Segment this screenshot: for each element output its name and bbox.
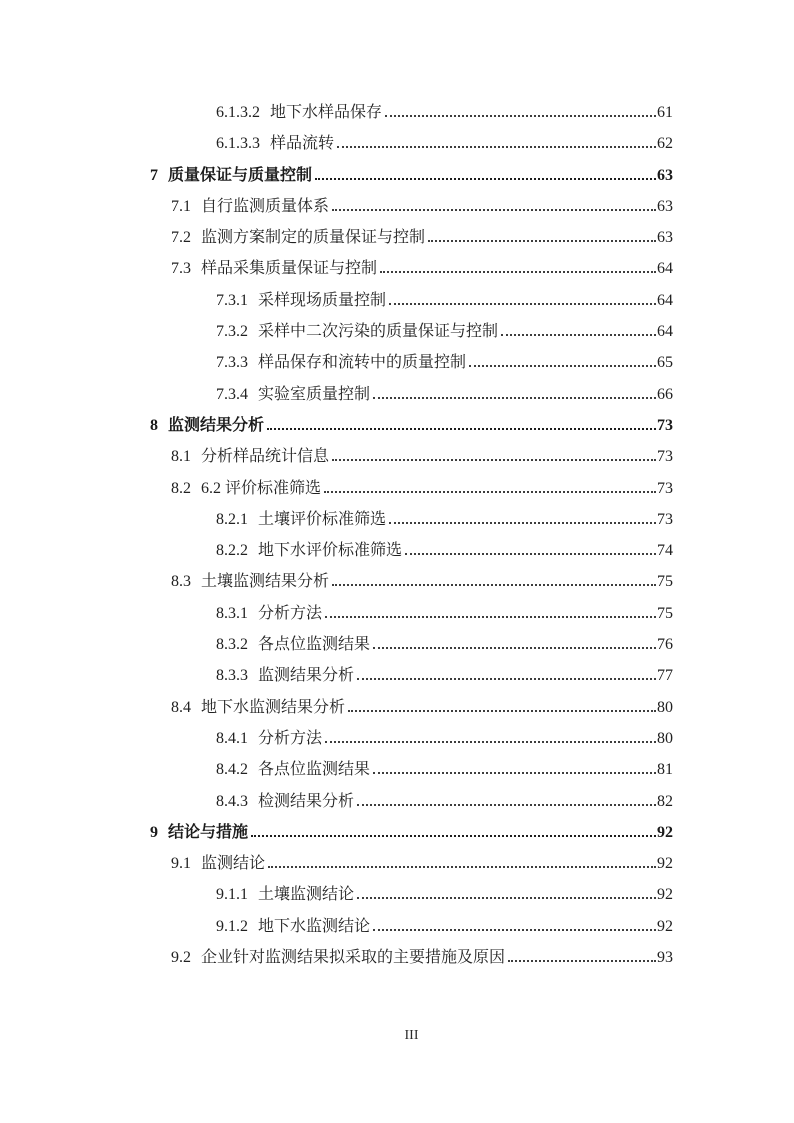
dot-leader <box>405 553 656 555</box>
toc-entry-title: 结论与措施 <box>168 823 249 841</box>
toc-entry-title: 样品保存和流转中的质量控制 <box>258 354 467 372</box>
toc-entry-page: 62 <box>657 135 673 153</box>
toc-entry-title: 各点位监测结果 <box>258 636 371 654</box>
toc-entry-number: 7.3.4 <box>216 385 248 403</box>
toc-entry[interactable] <box>150 504 673 535</box>
toc-entry[interactable] <box>150 911 673 942</box>
toc-entry-title: 质量保证与质量控制 <box>168 166 313 184</box>
toc-entry-title: 企业针对监测结果拟采取的主要措施及原因 <box>201 949 506 967</box>
dot-leader <box>357 804 656 806</box>
toc-entry-number: 8.3.2 <box>216 636 248 654</box>
toc-entry-page: 75 <box>657 604 673 622</box>
toc-entry-title: 监测结果分析 <box>168 416 265 434</box>
dot-leader <box>373 772 656 774</box>
toc-entry-page: 74 <box>657 542 673 560</box>
toc-entry-title: 地下水监测结果分析 <box>201 698 346 716</box>
toc-entry-number: 8.2 <box>171 479 191 497</box>
toc-entry-number: 9 <box>150 823 158 841</box>
dot-leader <box>373 397 656 399</box>
toc-entry[interactable] <box>150 692 673 723</box>
toc-entry-number: 8.2.2 <box>216 542 248 560</box>
toc-entry-title: 地下水评价标准筛选 <box>258 542 403 560</box>
toc-entry-page: 80 <box>657 729 673 747</box>
toc-entry-page: 73 <box>657 448 673 466</box>
toc-entry-page: 92 <box>657 917 673 935</box>
toc-entry[interactable] <box>150 222 673 253</box>
toc-entry-title: 土壤监测结论 <box>258 886 355 904</box>
toc-entry-title: 采样中二次污染的质量保证与控制 <box>258 323 499 341</box>
toc-entry-number: 8 <box>150 416 158 434</box>
dot-leader <box>325 616 656 618</box>
toc-entry-title: 分析方法 <box>258 729 323 747</box>
toc-entry-title: 监测方案制定的质量保证与控制 <box>201 229 426 247</box>
toc-entry-number: 7.3.2 <box>216 323 248 341</box>
toc-entry-number: 7.1 <box>171 197 191 215</box>
toc-entry-page: 92 <box>657 855 673 873</box>
toc-entry-number: 8.3 <box>171 573 191 591</box>
toc-entry-page: 81 <box>657 761 673 779</box>
toc-entry-title: 监测结果分析 <box>258 667 355 685</box>
toc-entry-title: 自行监测质量体系 <box>201 197 330 215</box>
toc-entry-title: 分析样品统计信息 <box>201 448 330 466</box>
dot-leader <box>380 271 656 273</box>
dot-leader <box>267 428 656 430</box>
toc-entry-number: 8.4.1 <box>216 729 248 747</box>
toc-entry-title: 检测结果分析 <box>258 792 355 810</box>
dot-leader <box>373 929 656 931</box>
toc-entry-title: 分析方法 <box>258 604 323 622</box>
toc-entry-title: 各点位监测结果 <box>258 761 371 779</box>
toc-entry-page: 73 <box>657 479 673 497</box>
toc-entry-number: 8.3.1 <box>216 604 248 622</box>
toc-entry[interactable] <box>150 598 673 629</box>
toc-entry-page: 73 <box>657 510 673 528</box>
toc-entry-page: 76 <box>657 636 673 654</box>
toc-entry-page: 61 <box>657 104 673 121</box>
toc-entry-number: 8.1 <box>171 448 191 466</box>
dot-leader <box>469 365 656 367</box>
dot-leader <box>251 835 656 837</box>
dot-leader <box>385 115 656 117</box>
toc-entry-page: 64 <box>657 323 673 341</box>
toc-entry-number: 9.1.1 <box>216 886 248 904</box>
toc-entry-page: 66 <box>657 385 673 403</box>
dot-leader <box>332 584 656 586</box>
toc-entry-page: 64 <box>657 291 673 309</box>
toc-entry-page: 75 <box>657 573 673 591</box>
dot-leader <box>373 647 656 649</box>
toc-entry-number: 8.4.3 <box>216 792 248 810</box>
toc-entry-number: 8.4.2 <box>216 761 248 779</box>
toc-entry[interactable] <box>150 316 673 347</box>
toc-entry[interactable] <box>150 253 673 284</box>
dot-leader <box>389 303 656 305</box>
toc-entry[interactable] <box>150 723 673 754</box>
toc-entry[interactable] <box>150 128 673 159</box>
dot-leader <box>268 866 656 868</box>
toc-entry[interactable] <box>150 441 673 472</box>
toc-entry[interactable] <box>150 473 673 504</box>
toc-entry[interactable] <box>150 848 673 879</box>
toc-entry-title: 土壤评价标准筛选 <box>258 510 387 528</box>
toc-entry[interactable] <box>150 754 673 785</box>
dot-leader <box>508 960 656 962</box>
toc-entry-number: 7.3.3 <box>216 354 248 372</box>
toc-entry-page: 80 <box>657 698 673 716</box>
toc-entry-page: 93 <box>657 949 673 967</box>
dot-leader <box>332 459 656 461</box>
toc-entry[interactable] <box>150 379 673 410</box>
dot-leader <box>501 334 656 336</box>
toc-entry[interactable] <box>150 347 673 378</box>
toc-entry-number: 7.3 <box>171 260 191 278</box>
toc-entry-page: 65 <box>657 354 673 372</box>
toc-entry-title: 监测结论 <box>201 855 266 873</box>
toc-entry-number: 8.3.3 <box>216 667 248 685</box>
toc-entry-number: 9.1.2 <box>216 917 248 935</box>
dot-leader <box>389 522 656 524</box>
footer-page-number: III <box>404 1028 419 1043</box>
dot-leader <box>332 209 656 211</box>
toc-entry[interactable] <box>150 160 673 191</box>
toc-entry[interactable] <box>150 535 673 566</box>
toc-entry-title: 样品采集质量保证与控制 <box>201 260 378 278</box>
toc-entry-number: 8.2.1 <box>216 510 248 528</box>
toc-entry[interactable] <box>150 191 673 222</box>
toc-entry[interactable] <box>150 285 673 316</box>
page-footer <box>150 1026 673 1046</box>
table-of-contents <box>150 97 673 973</box>
toc-entry-title: 土壤监测结果分析 <box>201 573 330 591</box>
toc-entry-number: 6.1.3.3 <box>216 135 260 153</box>
toc-entry-page: 77 <box>657 667 673 685</box>
toc-entry-title: 采样现场质量控制 <box>258 291 387 309</box>
toc-entry[interactable] <box>150 629 673 660</box>
toc-entry-title: 6.2 评价标准筛选 <box>201 479 322 497</box>
toc-entry-title: 实验室质量控制 <box>258 385 371 403</box>
toc-entry-number: 7.3.1 <box>216 291 248 309</box>
toc-entry[interactable] <box>150 410 673 441</box>
toc-entry[interactable] <box>150 942 673 973</box>
toc-entry[interactable] <box>150 566 673 597</box>
toc-entry-page: 63 <box>657 166 673 184</box>
dot-leader <box>315 178 656 180</box>
toc-entry-page: 63 <box>657 229 673 247</box>
toc-entry[interactable] <box>150 817 673 848</box>
toc-entry-page: 92 <box>657 823 673 841</box>
dot-leader <box>324 491 656 493</box>
toc-entry-title: 地下水样品保存 <box>270 104 383 121</box>
toc-entry[interactable] <box>150 660 673 691</box>
toc-entry-number: 9.2 <box>171 949 191 967</box>
dot-leader <box>357 678 656 680</box>
toc-entry[interactable] <box>150 879 673 910</box>
toc-entry-number: 7.2 <box>171 229 191 247</box>
toc-entry[interactable] <box>150 786 673 817</box>
dot-leader <box>337 146 656 148</box>
dot-leader <box>325 741 656 743</box>
toc-entry-page: 64 <box>657 260 673 278</box>
toc-entry-number: 8.4 <box>171 698 191 716</box>
dot-leader <box>348 710 656 712</box>
dot-leader <box>357 897 656 899</box>
toc-entry-number: 7 <box>150 166 158 184</box>
toc-entry-number: 6.1.3.2 <box>216 104 260 121</box>
toc-entry-page: 82 <box>657 792 673 810</box>
toc-entry-title: 地下水监测结论 <box>258 917 371 935</box>
dot-leader <box>428 240 656 242</box>
toc-entry-number: 9.1 <box>171 855 191 873</box>
toc-entry[interactable] <box>150 97 673 128</box>
toc-entry-page: 92 <box>657 886 673 904</box>
toc-entry-page: 73 <box>657 416 673 434</box>
toc-entry-title: 样品流转 <box>270 135 335 153</box>
toc-entry-page: 63 <box>657 197 673 215</box>
